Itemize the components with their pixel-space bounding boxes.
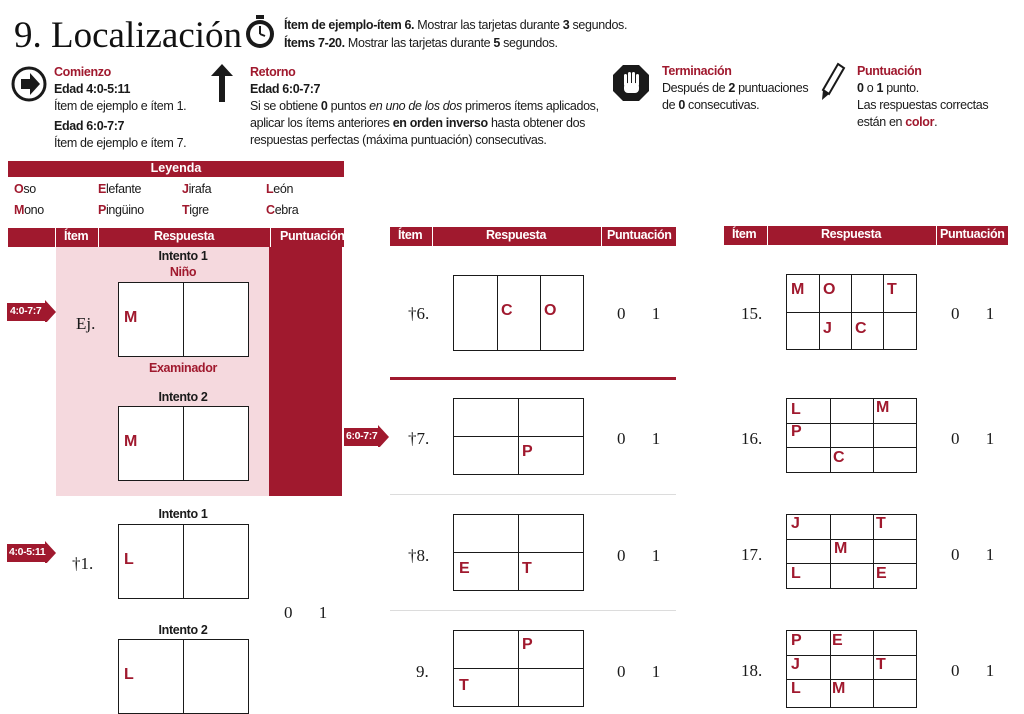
item16-grid [786,398,917,473]
example-child-label: Niño [169,265,197,279]
item9-grid [453,630,584,707]
item17-letter-j: J [791,515,800,532]
item8-label: †8. [408,546,430,565]
start-section: Comienzo Edad 4:0-5:11 Ítem de ejemplo e ítem 1. Edad 6:0-7:7 Ítem de ejemplo e ítem 7. [54,65,187,150]
item17-grid [786,514,917,589]
item18-letter-j: J [791,656,800,673]
item8-score-options[interactable]: 0 1 [617,546,661,565]
timing-line-2: Ítems 7-20. Mostrar las tarjetas durante 5 segundos. [284,36,558,50]
scoring-section: Puntuación 0 o 1 punto. Las respuestas correctas están en color. [857,64,989,129]
page-title: 9. Localización [14,15,243,56]
legend-item-oso: Oso [14,182,36,196]
item15-score-options[interactable]: 0 1 [951,304,995,323]
legend-item-leon: León [266,182,294,196]
legend-item-tigre: Tigre [182,203,209,217]
item17-letter-m: M [834,540,848,557]
item18-score-options[interactable]: 0 1 [951,661,995,680]
item1-grid-2 [118,639,249,714]
reverse-arrow-icon [210,64,234,104]
start-arrow-icon [11,66,47,102]
item17-letter-l: L [791,565,801,582]
item16-label: 16. [741,429,763,448]
item17-score-options[interactable]: 0 1 [951,545,995,564]
item18-letter-l: L [791,680,801,697]
legend-item-cebra: Cebra [266,203,299,217]
example-letter-2: M [124,433,138,450]
pencil-icon [820,62,846,102]
item16-letter-c: C [833,449,845,466]
timing-line-1: Ítem de ejemplo-ítem 6. Mostrar las tarjetas durante 3 segundos. [284,18,628,32]
item9-letter-p: P [522,636,533,653]
item18-letter-e: E [832,632,843,649]
item17-label: 17. [741,545,763,564]
example-label: Ej. [76,314,96,333]
stop-hand-icon [612,64,650,102]
item1-letter-1: L [124,551,134,568]
example-examiner-label: Examinador [148,361,218,375]
item1-attempt2-label: Intento 2 [158,623,208,637]
item15-letter-m: M [791,281,805,298]
item15-letter-c: C [855,320,867,337]
item16-letter-m: M [876,399,890,416]
stopwatch-icon [244,14,276,50]
item9-letter-t: T [459,677,469,694]
discontinue-section: Terminación Después de 2 puntuaciones de 0 consecutivas. [662,64,809,112]
item15-letter-o: O [823,281,836,298]
item16-score-options[interactable]: 0 1 [951,429,995,448]
example-grid-1 [118,282,249,357]
table-header-col3: Ítem Respuesta Puntuación [724,226,1008,245]
table-header-col1: Ítem Respuesta Puntuación [8,228,344,247]
item15-label: 15. [741,304,763,323]
item18-letter-t: T [876,656,886,673]
item6-letter-o: O [544,302,557,319]
item18-label: 18. [741,661,763,680]
example-attempt1-label: Intento 1 [158,249,208,263]
item15-letter-t: T [887,281,897,298]
row-separator [390,610,676,611]
item18-grid [786,630,917,708]
item18-letter-p: P [791,632,802,649]
item1-attempt1-label: Intento 1 [158,507,208,521]
item1-grid-1 [118,524,249,599]
example-score-block [269,247,342,496]
reverse-section: Retorno Edad 6:0-7:7 Si se obtiene 0 puntos en uno de los dos primeros ítems aplicados, aplicar los ítems anteriores en orden inverso hasta obtener dos respuestas perfectas (máxima puntuación) consecutivas. [250,65,599,147]
item15-grid [786,274,917,350]
legend-header: Leyenda [8,161,344,177]
item6-letter-c: C [501,302,513,319]
item18-letter-m: M [832,680,846,697]
item6-label: †6. [408,304,430,323]
item17-letter-t: T [876,515,886,532]
item9-score-options[interactable]: 0 1 [617,662,661,681]
item7-score-options[interactable]: 0 1 [617,429,661,448]
start-point-label-1: 4:0-7:7 [10,305,42,317]
item17-letter-e: E [876,565,887,582]
legend-item-jirafa: Jirafa [182,182,212,196]
example-letter-1: M [124,309,138,326]
row-separator [390,494,676,495]
start-point-label-3: 4:0-5:11 [9,546,46,558]
item1-label: †1. [72,554,94,573]
example-attempt2-label: Intento 2 [158,390,208,404]
item9-label: 9. [416,662,429,681]
legend-item-pinguino: Pingüino [98,203,144,217]
item6-grid [453,275,584,351]
item7-label: †7. [408,429,430,448]
item7-letter-p: P [522,443,533,460]
item16-letter-p: P [791,423,802,440]
item15-letter-j: J [823,320,832,337]
item6-score-options[interactable]: 0 1 [617,304,661,323]
item8-grid [453,514,584,591]
table-header-col2: Ítem Respuesta Puntuación [390,227,676,246]
item1-letter-2: L [124,666,134,683]
start-point-label-2: 6:0-7:7 [346,430,378,442]
item7-grid [453,398,584,475]
item1-score-options[interactable]: 0 1 [284,603,328,622]
legend-item-mono: Mono [14,203,44,217]
item8-letter-e: E [459,560,470,577]
item16-letter-l: L [791,401,801,418]
reverse-rule [390,377,676,380]
example-grid-2 [118,406,249,481]
item8-letter-t: T [522,560,532,577]
legend-item-elefante: Elefante [98,182,142,196]
